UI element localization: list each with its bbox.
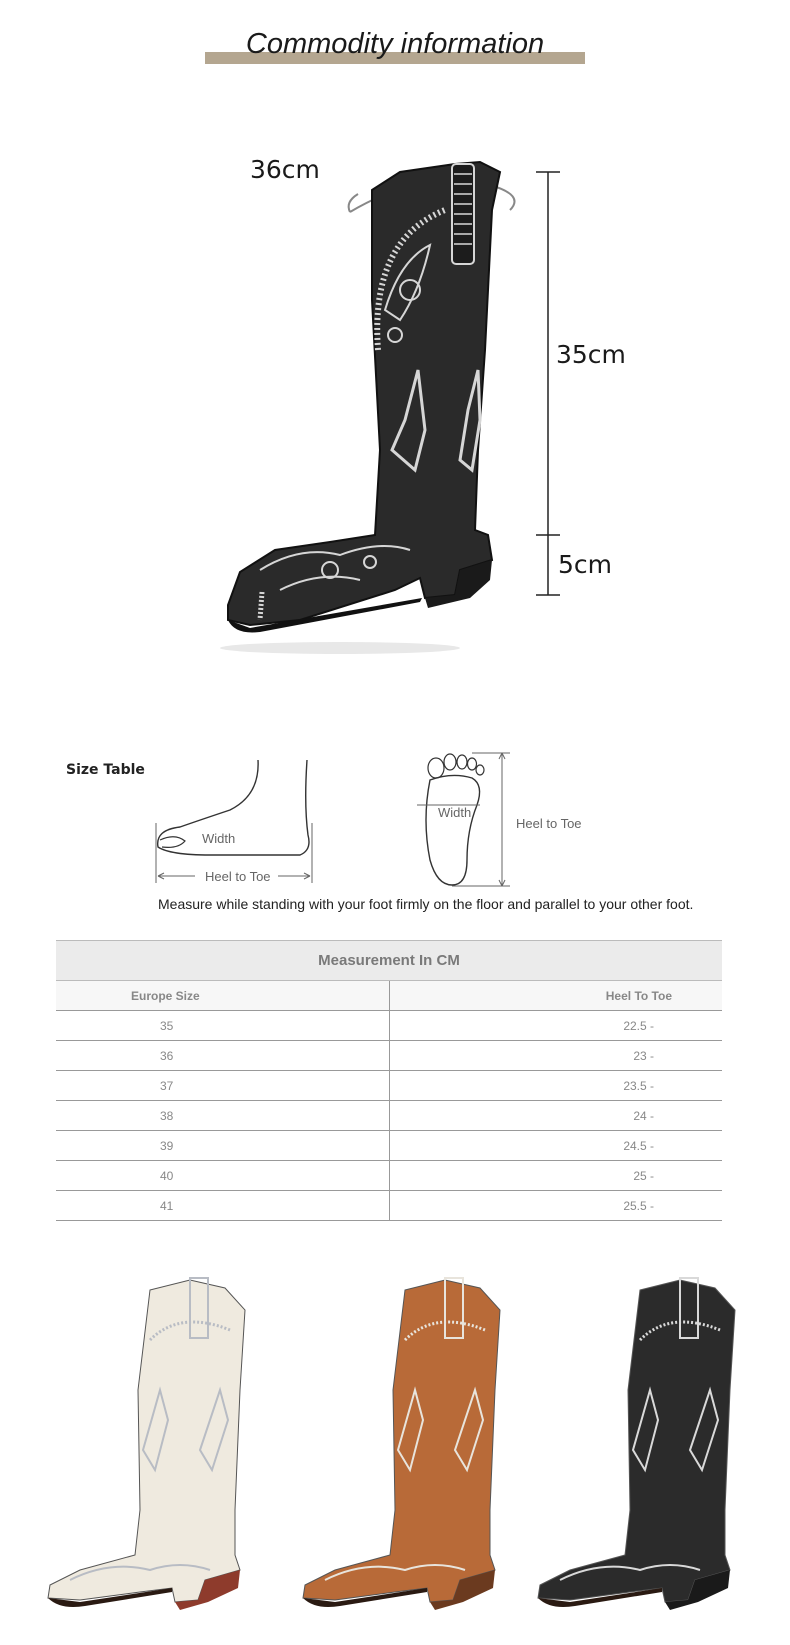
heel-to-toe-cell: 23 - — [389, 1041, 722, 1071]
heel-to-toe-cell: 25.5 - — [389, 1191, 722, 1221]
heel-to-toe-cell: 24.5 - — [389, 1131, 722, 1161]
white-boot — [48, 1278, 245, 1610]
side-foot-diagram — [150, 755, 330, 890]
section-header — [0, 20, 790, 70]
black-boot — [538, 1278, 735, 1610]
table-row — [56, 1041, 722, 1071]
size-cell: 37 — [56, 1071, 389, 1101]
shaft-height-label: 35cm — [556, 340, 626, 369]
heel-to-toe-cell: 24 - — [389, 1101, 722, 1131]
measure-instruction: Measure while standing with your foot firmly on the floor and parallel to your other foot. — [158, 896, 694, 912]
size-table — [56, 940, 722, 1221]
table-row — [56, 1191, 722, 1221]
size-cell: 40 — [56, 1161, 389, 1191]
side-length-label: Heel to Toe — [205, 869, 271, 884]
page-title: Commodity information — [245, 28, 545, 60]
size-cell: 41 — [56, 1191, 389, 1221]
table-caption: Measurement In CM — [56, 941, 722, 981]
size-cell: 35 — [56, 1011, 389, 1041]
column-header-europe-size: Europe Size — [56, 981, 389, 1011]
table-row — [56, 1101, 722, 1131]
heel-to-toe-cell: 23.5 - — [389, 1071, 722, 1101]
top-width-label: Width — [438, 805, 472, 820]
table-row — [56, 1131, 722, 1161]
size-cell: 38 — [56, 1101, 389, 1131]
table-row — [56, 1161, 722, 1191]
table-row — [56, 1011, 722, 1041]
main-boot-image — [0, 150, 790, 680]
size-cell: 36 — [56, 1041, 389, 1071]
circumference-label: 36cm — [250, 155, 320, 184]
size-table-title: Size Table — [66, 762, 145, 778]
top-foot-diagram — [412, 750, 602, 890]
size-cell: 39 — [56, 1131, 389, 1161]
side-width-label: Width — [202, 831, 236, 846]
color-variants — [0, 1270, 790, 1630]
heel-height-label: 5cm — [558, 550, 613, 579]
table-caption-row — [56, 941, 722, 981]
table-header-row — [56, 981, 722, 1011]
heel-to-toe-cell: 25 - — [389, 1161, 722, 1191]
main-boot-figure — [0, 150, 790, 680]
column-header-heel-to-toe: Heel To Toe — [389, 981, 722, 1011]
heel-to-toe-cell: 22.5 - — [389, 1011, 722, 1041]
brown-boot — [303, 1278, 500, 1610]
top-length-label: Heel to Toe — [516, 816, 582, 831]
color-variants-image — [0, 1270, 790, 1630]
table-row — [56, 1071, 722, 1101]
